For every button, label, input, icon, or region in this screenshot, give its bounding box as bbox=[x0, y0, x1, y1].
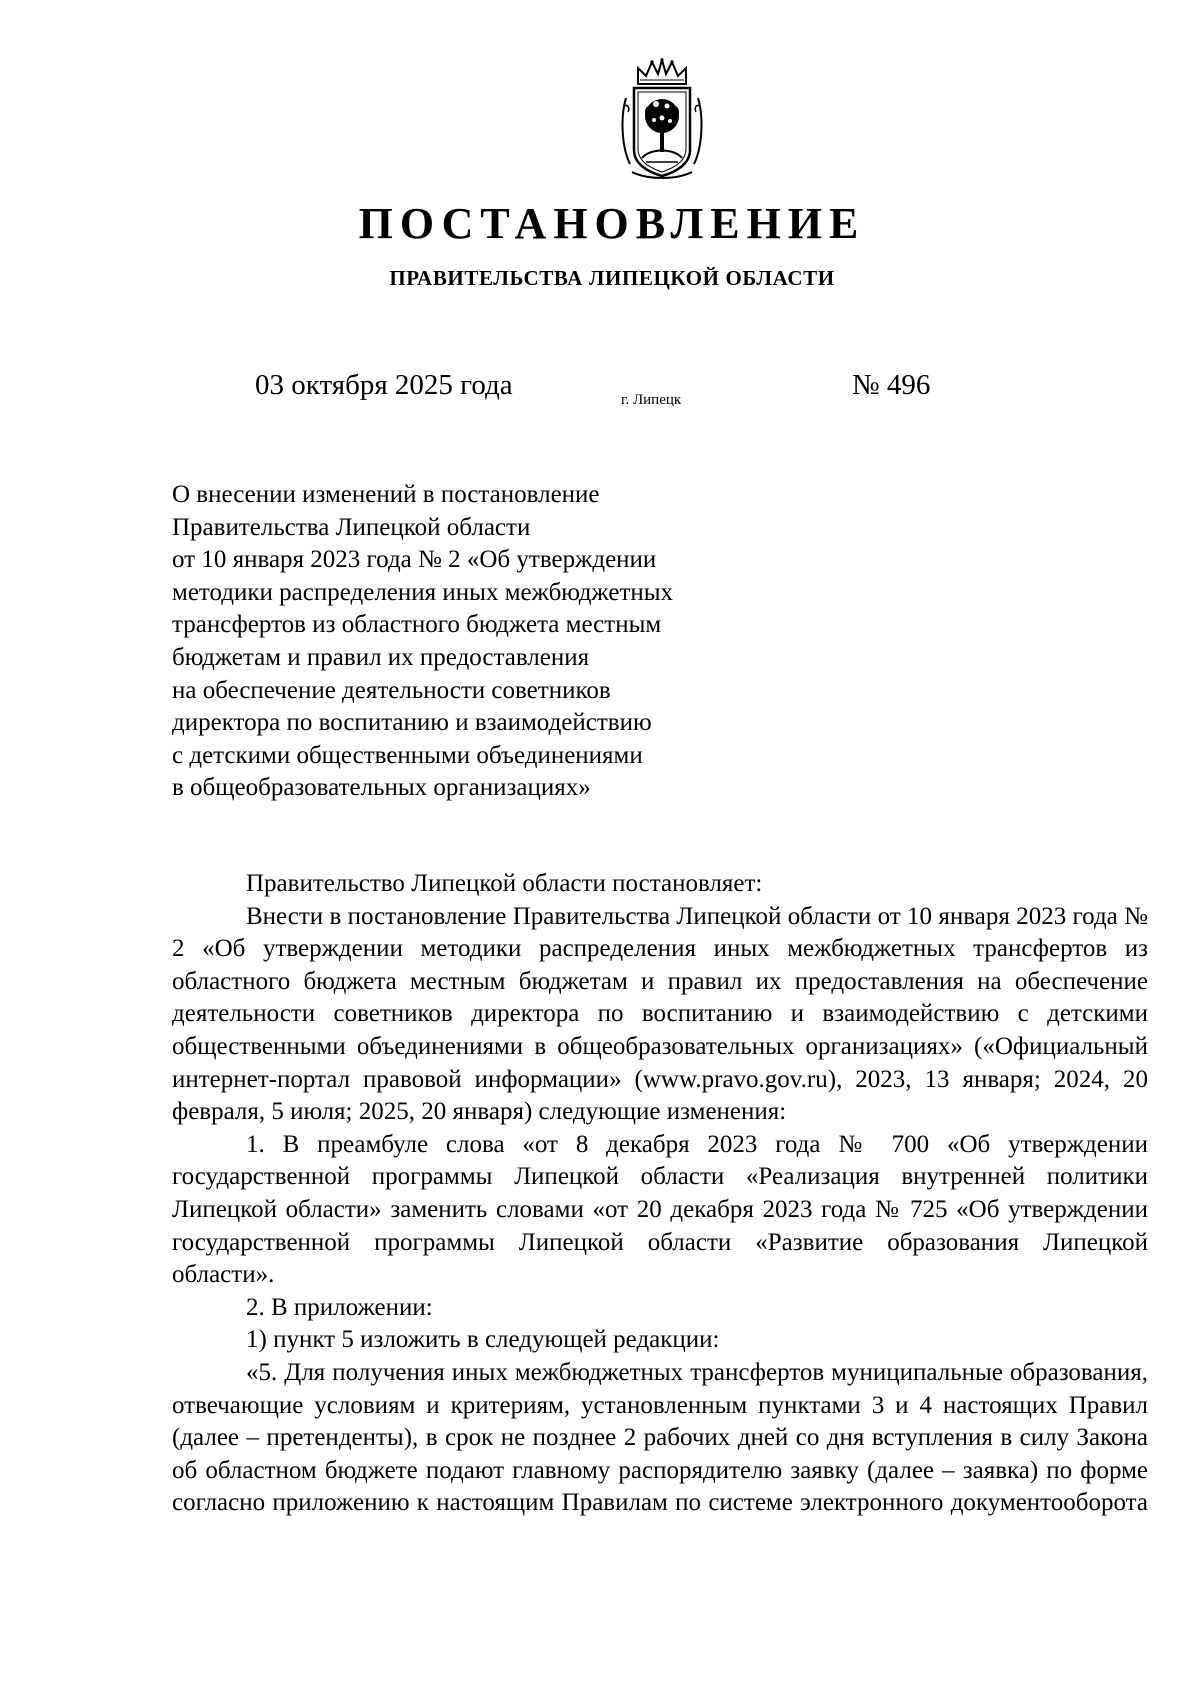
subject-line: на обеспечение деятельности советников bbox=[172, 676, 611, 704]
lipetsk-region-coat-of-arms-icon bbox=[618, 58, 706, 182]
subject-line: трансфертов из областного бюджета местным bbox=[172, 611, 662, 639]
subject-line: О внесении изменений в постановление bbox=[172, 481, 600, 508]
body-paragraph: 1) пункт 5 изложить в следующей редакции: bbox=[246, 1326, 720, 1354]
body-paragraph: 1. В преамбуле слова «от 8 декабря 2023 года № 700 «Об утверждении государственной программы Липецкой области «Реализация внутренней политики Липецкой области» заменить словами «от 20 декабря 2023 года № 725 «Об утверждении государственной программы Липецкой области «Развитие образования Липецкой области». bbox=[172, 1130, 1148, 1289]
body-paragraph: 2. В приложении: bbox=[246, 1293, 433, 1321]
subject-line: директора по воспитанию и взаимодействию bbox=[172, 709, 652, 737]
document-city: г. Липецк bbox=[621, 392, 682, 408]
document-date: 03 октября 2025 года bbox=[255, 369, 513, 401]
document-subtitle: ПРАВИТЕЛЬСТВА ЛИПЕЦКОЙ ОБЛАСТИ bbox=[389, 266, 835, 290]
body-paragraph: Правительство Липецкой области постановляет: bbox=[246, 870, 763, 897]
subject-line: от 10 января 2023 года № 2 «Об утверждении bbox=[172, 546, 657, 574]
subject-line: Правительства Липецкой области bbox=[172, 513, 531, 541]
subject-line: в общеобразовательных организациях» bbox=[172, 774, 591, 802]
subject-line: с детскими общественными объединениями bbox=[172, 741, 643, 769]
document-title: ПОСТАНОВЛЕНИЕ bbox=[358, 199, 866, 248]
subject-line: методики распределения иных межбюджетных bbox=[172, 578, 674, 606]
subject-line: бюджетам и правил их предоставления bbox=[172, 643, 590, 671]
document-body bbox=[172, 868, 1148, 1520]
body-paragraph: «5. Для получения иных межбюджетных трансфертов муниципальные образования, отвечающие условиям и критериям, установленным пунктами 3 и 4 настоящих Правил (далее – претенденты), в срок не позднее 2 рабочих дней со дня вступления в силу Закона об областном бюджете подают главному распорядителю заявку (далее – заявка) по форме согласно приложению к настоящим Правилам по системе электронного документооборота bbox=[172, 1358, 1148, 1517]
document-subject bbox=[172, 479, 792, 805]
document-number: № 496 bbox=[852, 369, 931, 401]
body-paragraph: Внести в постановление Правительства Липецкой области от 10 января 2023 года № 2 «Об утверждении методики распределения иных межбюджетных трансфертов из областного бюджета местным бюджетам и правил их предоставления на обеспечение деятельности советников директора по воспитанию и взаимодействию с детскими общественными объединениями в общеобразовательных организациях» («Официальный интернет-портал правовой информации» (www.pravo.gov.ru), 2023, 13 января; 2024, 20 февраля, 5 июля; 2025, 20 января) следующие изменения: bbox=[172, 902, 1148, 1126]
